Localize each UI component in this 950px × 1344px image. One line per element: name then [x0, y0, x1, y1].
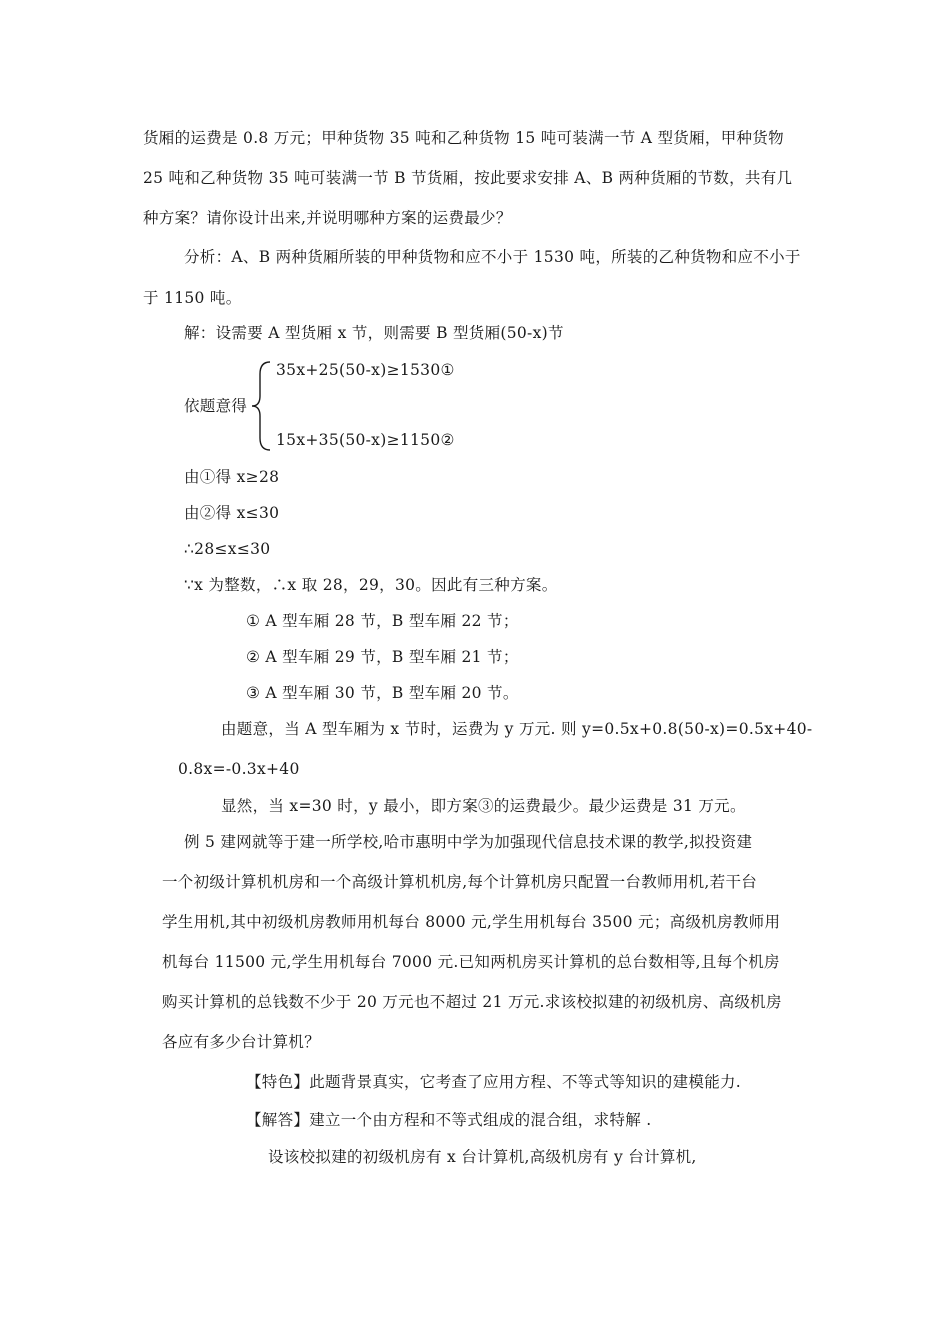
example5-line-6: 各应有多少台计算机？ — [162, 1033, 321, 1051]
inequality-2: 15x+35(50-x)≥1150② — [276, 431, 455, 449]
step-1: 由①得 x≥28 — [184, 468, 280, 486]
analysis-line-1: 分析：A、B 两种货厢所装的甲种货物和应不小于 1530 吨，所装的乙种货物和应不小于 — [184, 248, 801, 266]
solution-intro: 解：设需要 A 型货厢 x 节，则需要 B 型货厢(50-x)节 — [184, 324, 564, 342]
example5-line-1: 例 5 建网就等于建一所学校,哈市惠明中学为加强现代信息技术课的教学,拟投资建 — [184, 833, 753, 851]
cost-line-2: 0.8x=-0.3x+40 — [178, 760, 300, 778]
plan-2: ② A 型车厢 29 节，B 型车厢 21 节； — [246, 648, 519, 666]
left-brace-icon — [250, 360, 274, 452]
cost-line-1: 由题意，当 A 型车厢为 x 节时，运费为 y 万元. 则 y=0.5x+0.8(50-x)=0.5x+40- — [221, 720, 813, 738]
example5-line-5: 购买计算机的总钱数不少于 20 万元也不超过 21 万元.求该校拟建的初级机房、高级机房 — [162, 993, 782, 1011]
problem-line-2: 25 吨和乙种货物 35 吨可装满一节 B 节货厢，按此要求安排 A、B 两种货厢的节数，共有几 — [143, 169, 793, 187]
problem-line-1: 货厢的运费是 0.8 万元；甲种货物 35 吨和乙种货物 15 吨可装满一节 A 型货厢，甲种货物 — [143, 129, 784, 147]
analysis-line-2: 于 1150 吨。 — [143, 289, 242, 307]
problem-line-3: 种方案？请你设计出来,并说明哪种方案的运费最少？ — [143, 209, 512, 227]
step-2: 由②得 x≤30 — [184, 504, 280, 522]
conclusion: 显然，当 x=30 时，y 最小，即方案③的运费最少。最少运费是 31 万元。 — [221, 797, 746, 815]
example5-line-2: 一个初级计算机机房和一个高级计算机机房,每个计算机房只配置一台教师用机,若干台 — [162, 873, 758, 891]
setup-line: 设该校拟建的初级机房有 x 台计算机,高级机房有 y 台计算机, — [268, 1148, 697, 1166]
inequality-1: 35x+25(50-x)≥1530① — [276, 361, 455, 379]
feature-note: 【特色】此题背景真实，它考查了应用方程、不等式等知识的建模能力. — [246, 1073, 742, 1091]
system-label: 依题意得 — [184, 397, 248, 415]
step-4: ∵x 为整数，∴x 取 28，29，30。因此有三种方案。 — [184, 576, 558, 594]
plan-1: ① A 型车厢 28 节，B 型车厢 22 节； — [246, 612, 519, 630]
example5-line-4: 机每台 11500 元,学生用机每台 7000 元.已知两机房买计算机的总台数相等,且每个机房 — [162, 953, 780, 971]
example5-line-3: 学生用机,其中初级机房教师用机每台 8000 元,学生用机每台 3500 元；高级机房教师用 — [162, 913, 781, 931]
inequality-system — [184, 356, 604, 456]
answer-note: 【解答】建立一个由方程和不等式组成的混合组，求特解 . — [246, 1111, 652, 1129]
plan-3: ③ A 型车厢 30 节，B 型车厢 20 节。 — [246, 684, 519, 702]
step-3: ∴28≤x≤30 — [184, 540, 271, 558]
